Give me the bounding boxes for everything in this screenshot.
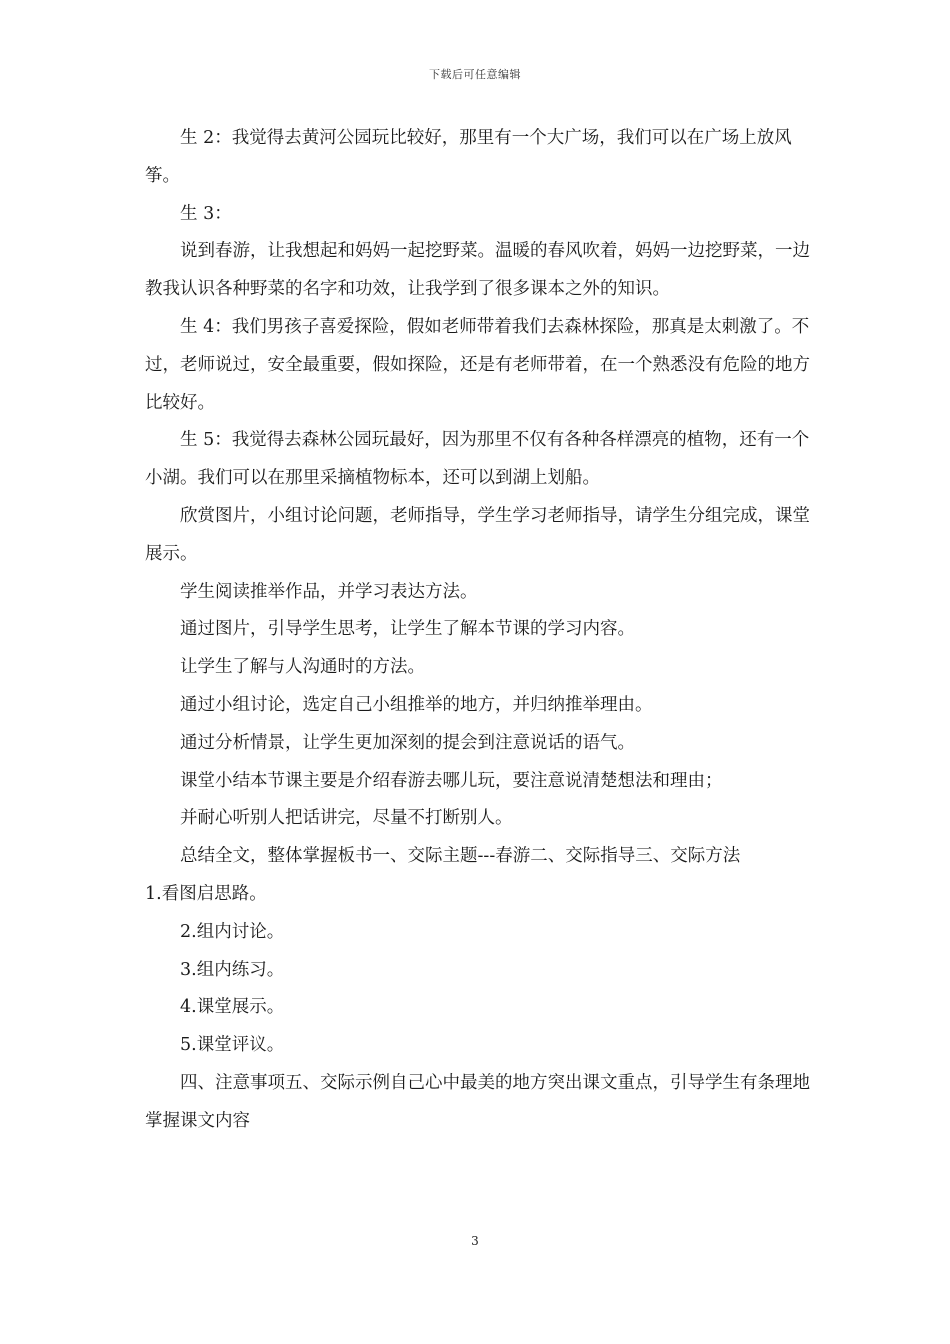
paragraph: 生 5：我觉得去森林公园玩最好，因为那里不仅有各种各样漂亮的植物，还有一个小湖。我们可以在那里采摘植物标本，还可以到湖上划船。 xyxy=(145,430,810,489)
page-number: 3 xyxy=(471,1234,479,1248)
paragraph: 生 2：我觉得去黄河公园玩比较好，那里有一个大广场，我们可以在广场上放风筝。 xyxy=(145,128,792,186)
paragraph: 四、注意事项五、交际示例自己心中最美的地方突出课文重点，引导学生有条理地掌握课文内容 xyxy=(145,1072,810,1131)
paragraph: 课堂小结本节课主要是介绍春游去哪儿玩，要注意说清楚想法和理由； xyxy=(180,770,723,791)
list-item: 3.组内练习。 xyxy=(180,959,285,980)
paragraph: 让学生了解与人沟通时的方法。 xyxy=(180,657,425,678)
paragraph: 并耐心听别人把话讲完，尽量不打断别人。 xyxy=(180,808,513,829)
list-item: 2.组内讨论。 xyxy=(180,921,285,942)
list-item: 4.课堂展示。 xyxy=(180,997,285,1018)
list-item: 1.看图启思路。 xyxy=(145,883,267,904)
paragraph: 通过分析情景，让学生更加深刻的提会到注意说话的语气。 xyxy=(180,732,635,753)
list-item: 5.课堂评议。 xyxy=(180,1035,285,1056)
paragraph: 生 4：我们男孩子喜爱探险，假如老师带着我们去森林探险，那真是太刺激了。不过，老师说过，安全最重要，假如探险，还是有老师带着，在一个熟悉没有危险的地方比较好。 xyxy=(145,316,810,413)
paragraph: 总结全文，整体掌握板书一、交际主题---春游二、交际指导三、交际方法 xyxy=(180,846,741,867)
document-body xyxy=(145,120,810,1141)
paragraph: 说到春游，让我想起和妈妈一起挖野菜。温暖的春风吹着，妈妈一边挖野菜，一边教我认识各种野菜的名字和功效，让我学到了很多课本之外的知识。 xyxy=(145,241,810,300)
paragraph: 欣赏图片，小组讨论问题，老师指导，学生学习老师指导，请学生分组完成，课堂展示。 xyxy=(145,505,810,564)
page-header: 下载后可任意编辑 xyxy=(429,68,521,81)
paragraph: 通过小组讨论，选定自己小组推举的地方，并归纳推举理由。 xyxy=(180,694,653,715)
paragraph: 通过图片，引导学生思考，让学生了解本节课的学习内容。 xyxy=(180,619,635,640)
paragraph: 学生阅读推举作品，并学习表达方法。 xyxy=(180,581,478,602)
paragraph: 生 3： xyxy=(180,203,232,224)
